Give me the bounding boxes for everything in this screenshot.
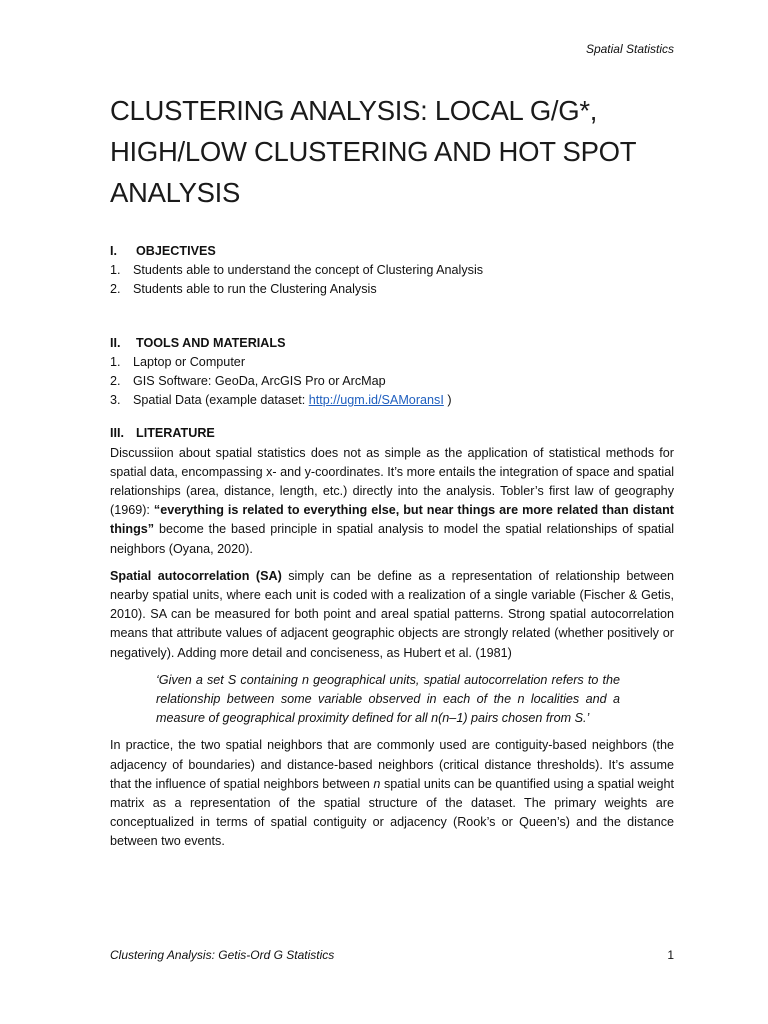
section-number: III. [110,426,124,441]
tools-list [110,353,674,411]
section-tools-heading [110,334,674,353]
section-title: TOOLS AND MATERIALS [136,335,286,350]
section-title: OBJECTIVES [136,244,216,258]
literature-paragraph-1: Discussiion about spatial statistics does not as simple as the application of statistical methods for spatial data, encompassing x- and y-coordinates. It’s more entails the integration of space and spatial relationships (area, distance, length, etc.) directly into the analysis. Tobler’s first law of geography (1969): “everything is related to everything else, but near things are more related than distant things” become the based principle in spatial analysis to model the spatial relationships of spatial neighbors (Oyana, 2020). [110,445,675,556]
running-header: Spatial Statistics [585,42,674,56]
list-item: 2. GIS Software: GeoDa, ArcGIS Pro or ArcMap [110,374,386,389]
block-quote: ‘Given a set S containing n geographical units, spatial autocorrelation refers to the relationship between some variable observed in each of the n localities and a measure of geographical proximity defined for all n(n–1) pairs chosen from S.’ [156,672,620,726]
dataset-link[interactable]: http://ugm.id/SAMoransI [308,393,444,408]
list-item: 1. Students able to understand the concept of Clustering Analysis [110,263,484,278]
section-literature-heading [110,424,674,443]
list-item: 2. Students able to run the Clustering Analysis [110,282,377,297]
literature-paragraph-2: Spatial autocorrelation (SA) simply can be define as a representation of relationship between nearby spatial units, where each unit is coded with a realization of a single variable (Fischer & Getis, 2010). SA can be measured for both point and areal spatial patterns. Strong spatial autocorrelation means that attribute values of adjacent geographic objects are strongly related (whether positively or negatively). Adding more detail and conciseness, as Hubert et al. (1981) [110,568,674,660]
section-title: LITERATURE [136,426,215,441]
objectives-list [110,261,674,299]
section-number: II. [110,335,121,350]
literature-paragraph-3: In practice, the two spatial neighbors that are commonly used are contiguity-based neighbors (the adjacency of boundaries) and distance-based neighbors (critical distance thresholds). It’s assume that the influence of spatial neighbors between n spatial units can be quantified using a spatial weight matrix as a representation of the spatial structure of the dataset. The primary weights are conceptualized in terms of spatial contiguity or adjacency (Rook’s or Queen’s) and the distance between two events. [110,738,674,849]
list-item: 3. Spatial Data (example dataset: http://ugm.id/SAMoransI ) [110,393,452,408]
running-footer: Clustering Analysis: Getis-Ord G Statistics [110,948,335,962]
document-body [110,242,674,852]
section-objectives-heading [110,242,674,261]
section-number: I. [110,244,117,258]
list-item: 1. Laptop or Computer [110,354,246,369]
page-number: 1 [667,948,674,962]
page-title: CLUSTERING ANALYSIS: LOCAL G/G*, HIGH/LOW CLUSTERING AND HOT SPOT ANALYSIS [110,95,636,208]
